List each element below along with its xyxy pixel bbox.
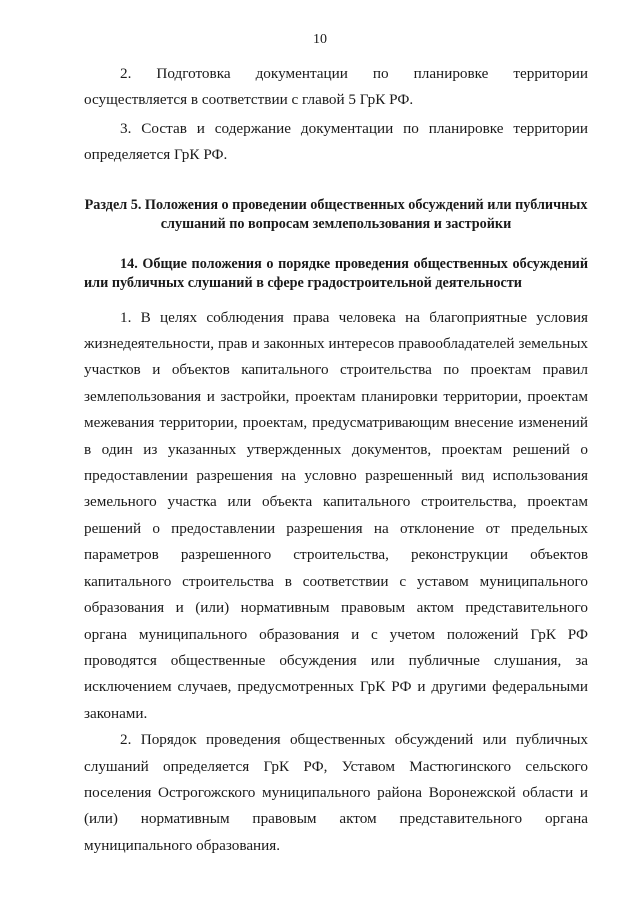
intro-paragraph-3: 3. Состав и содержание документации по планировке территории определяется ГрК РФ. [84, 119, 588, 164]
document-body [84, 61, 588, 859]
page-number: 10 [313, 32, 327, 47]
article-paragraph-2: 2. Порядок проведения общественных обсуждений или публичных слушаний определяется ГрК РФ, Уставом Мастюгинского сельского поселения Острогожского муниципального района Воронежской области и (или) нормативным правовым актом представительного органа муниципального образования. [84, 731, 588, 854]
intro-paragraph-2: 2. Подготовка документации по планировке территории осуществляется в соответствии с главой 5 ГрК РФ. [84, 65, 588, 109]
section-heading: Раздел 5. Положения о проведении общественных обсуждений или публичных слушаний по вопросам землепользования и застройки [84, 196, 588, 232]
article-paragraph-1: 1. В целях соблюдения права человека на благоприятные условия жизнедеятельности, прав и законных интересов правообладателей земельных участков и объектов капитального строительства по проектам правил землепользования и застройки, проектам планировки территории, проектам межевания территории, проектам, предусматривающим внесение изменений в один из указанных утвержденных документов, проектам решений о предоставлении разрешения на условно разрешенный вид использования земельного участка или объекта капитального строительства, проектам решений о предоставлении разрешения на отклонение от предельных параметров разрешенного строительства, реконструкции объектов капитального строительства в соответствии с уставом муниципального образования и (или) нормативным правовым актом представительного органа муниципального образования и с учетом положений ГрК РФ проводятся общественные обсуждения или публичные слушания, за исключением случаев, предусмотренных ГрК РФ и другими федеральными законами. [84, 308, 588, 722]
article-heading: 14. Общие положения о порядке проведения общественных обсуждений или публичных слушаний в сфере градостроительной деятельности [84, 255, 588, 291]
